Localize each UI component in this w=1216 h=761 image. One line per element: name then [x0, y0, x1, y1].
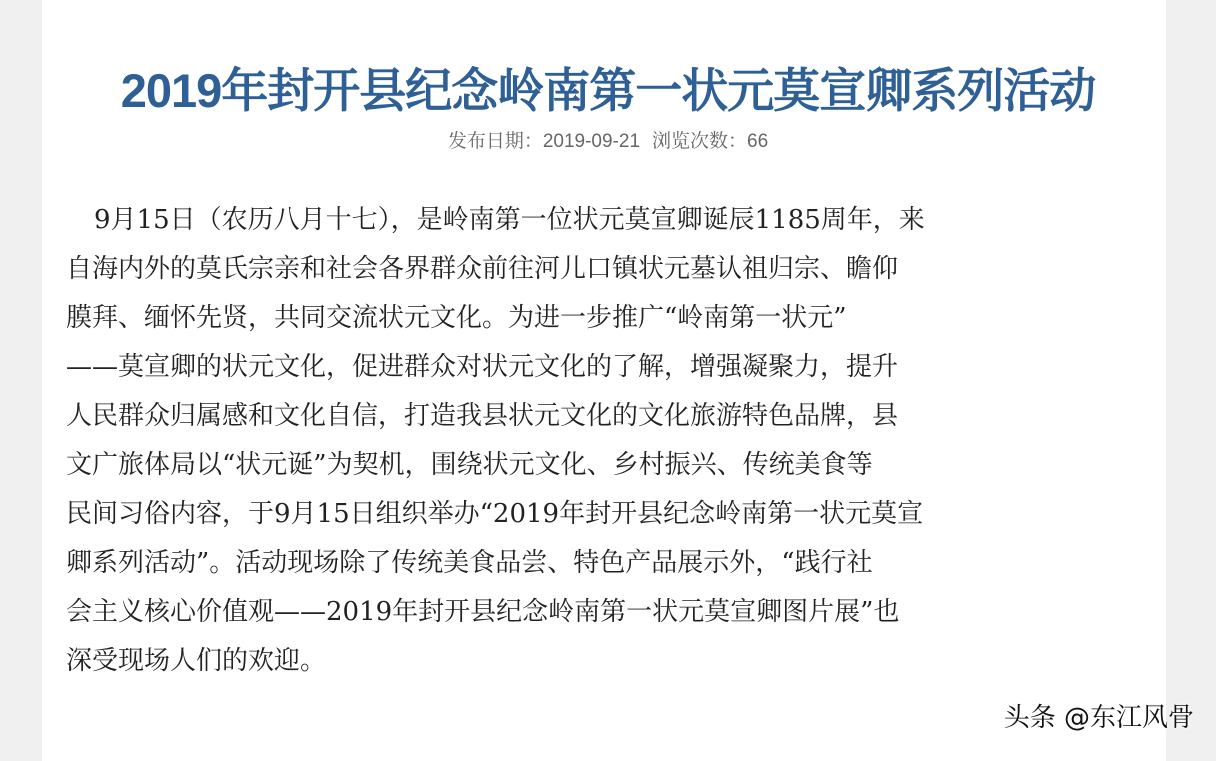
- body-line: 人民群众归属感和文化自信，打造我县状元文化的文化旅游特色品牌，县: [66, 401, 899, 431]
- article-meta: [0, 128, 1216, 156]
- body-line: 卿系列活动”。活动现场除了传统美食品尝、特色产品展示外，“践行社: [66, 548, 873, 578]
- body-line: 文广旅体局以“状元诞”为契机，围绕状元文化、乡村振兴、传统美食等: [66, 450, 873, 480]
- body-line: 深受现场人们的欢迎。: [66, 646, 327, 676]
- body-line: ——莫宣卿的状元文化，促进群众对状元文化的了解，增强凝聚力，提升: [66, 352, 899, 382]
- article-panel: [42, 0, 1166, 761]
- publish-date: 发布日期：2019-09-21: [447, 131, 641, 152]
- body-line: 民间习俗内容，于9月15日组织举办“2019年封开县纪念岭南第一状元莫宣: [66, 499, 924, 529]
- body-line: 膜拜、缅怀先贤，共同交流状元文化。为进一步推广“岭南第一状元”: [66, 303, 847, 333]
- body-line: 自海内外的莫氏宗亲和社会各界群众前往河儿口镇状元墓认祖归宗、瞻仰: [66, 254, 899, 284]
- body-line: 会主义核心价值观——2019年封开县纪念岭南第一状元莫宣卿图片展”也: [66, 597, 900, 627]
- article-title: 2019年封开县纪念岭南第一状元莫宣卿系列活动: [120, 64, 1096, 118]
- source-watermark: 头条 @东江风骨: [1003, 703, 1194, 733]
- article-body: [66, 196, 1106, 686]
- view-count: 浏览次数：66: [652, 131, 769, 152]
- body-line: 9月15日（农历八月十七），是岭南第一位状元莫宣卿诞辰1185周年，来: [94, 205, 925, 235]
